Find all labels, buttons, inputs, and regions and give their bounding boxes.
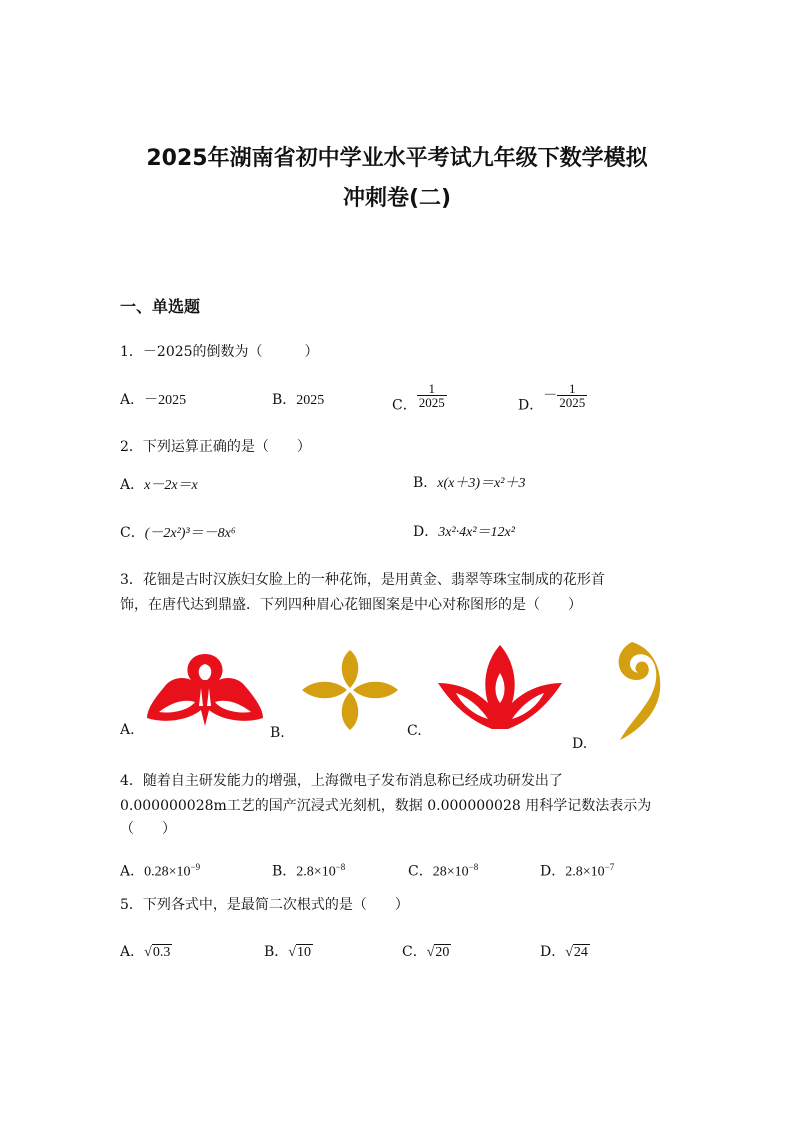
section-heading: 一、单选题 bbox=[120, 297, 201, 316]
question-4-stem-line-3: （ ） bbox=[120, 821, 176, 837]
q1-option-d[interactable]: D．－ $\frac{1}{2025}$ bbox=[518, 381, 586, 414]
q4-option-c[interactable]: C．$28\times 10^{-8}$ bbox=[408, 862, 479, 880]
question-2-stem: 2．下列运算正确的是（ ） bbox=[120, 439, 311, 455]
question-1-stem: 1．－2025的倒数为（ ） bbox=[120, 344, 319, 360]
q5-option-b[interactable]: B．√10 bbox=[264, 942, 313, 963]
q5-option-a[interactable]: A．√0.3 bbox=[120, 942, 172, 963]
q1-option-a[interactable]: A．－2025 bbox=[120, 392, 187, 408]
q3-option-c-label[interactable]: C. bbox=[407, 723, 422, 739]
square-root: √20 bbox=[426, 945, 450, 960]
question-3-stem-line-2: 饰，在唐代达到鼎盛．下列四种眉心花钿图案是中心对称图形的是（ ） bbox=[120, 597, 582, 613]
page-title-line-2: 冲刺卷(二) bbox=[342, 186, 452, 211]
square-root: √24 bbox=[565, 945, 588, 960]
question-4-stem-line-1: 4．随着自主研发能力的增强，上海微电子发布消息称已经成功研发出了 bbox=[120, 773, 563, 789]
gold-swirl-icon[interactable] bbox=[610, 640, 662, 742]
q2-option-d[interactable]: D．3x²·4x²＝12x² bbox=[413, 524, 515, 540]
q1-option-b[interactable]: B．2025 bbox=[272, 392, 325, 408]
red-trefoil-flower-icon[interactable] bbox=[145, 648, 265, 728]
q4-option-a[interactable]: A．$0.28\times 10^{-9}$ bbox=[120, 862, 201, 880]
question-3-stem-line-1: 3．花钿是古时汉族妇女脸上的一种花饰，是用黄金、翡翠等珠宝制成的花形首 bbox=[120, 572, 605, 588]
q2-option-b[interactable]: B．x(x＋3)＝x²＋3 bbox=[413, 475, 526, 491]
q5-option-c[interactable]: C．√20 bbox=[402, 942, 451, 963]
q3-option-a-label[interactable]: A. bbox=[120, 722, 135, 738]
q5-option-d[interactable]: D．√24 bbox=[540, 942, 590, 963]
q3-option-d-label[interactable]: D. bbox=[572, 736, 588, 752]
square-root: √0.3 bbox=[144, 945, 171, 960]
q2-option-c[interactable]: C．(－2x²)³＝－8x⁶ bbox=[120, 525, 236, 541]
q3-option-b-label[interactable]: B. bbox=[270, 725, 285, 741]
red-lotus-flower-icon[interactable] bbox=[436, 643, 564, 731]
q4-option-b[interactable]: B．$2.8\times 10^{-8}$ bbox=[272, 862, 346, 880]
question-4-stem-line-2: 0.000000028m工艺的国产沉浸式光刻机，数据 0.000000028 用科学记数法表示为 bbox=[120, 798, 652, 814]
page-title-line-1: 2025年湖南省初中学业水平考试九年级下数学模拟 bbox=[146, 146, 648, 171]
q1-option-c[interactable]: C． $\frac{1}{2025}$ bbox=[392, 381, 445, 414]
question-5-stem: 5．下列各式中，是最简二次根式的是（ ） bbox=[120, 897, 409, 913]
fraction: $\frac{1}{2025}$ bbox=[559, 381, 586, 410]
q2-option-a[interactable]: A．x－2x＝x bbox=[120, 477, 198, 493]
gold-four-petal-flower-icon[interactable] bbox=[300, 648, 400, 732]
fraction: $\frac{1}{2025}$ bbox=[418, 381, 445, 410]
square-root: √10 bbox=[288, 945, 311, 960]
q4-option-d[interactable]: D．$2.8\times 10^{-7}$ bbox=[540, 862, 615, 880]
